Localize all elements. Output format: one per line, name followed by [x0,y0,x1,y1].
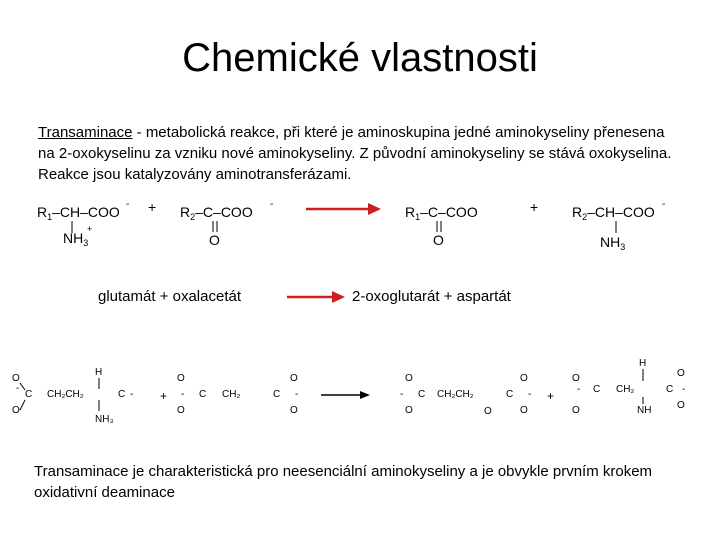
svg-text:-: - [181,389,185,400]
svg-text:-: - [16,383,20,394]
svg-text:O: O [290,405,298,416]
p1-oxo: O [433,232,444,248]
r1-label: $R_1-CH$–COO [37,204,120,222]
svg-text:O: O [572,373,580,384]
intro-text: - metabolická reakce, při které je aminoskupina jedné aminokyseliny přenesena na 2-oxokyselinu za vzniku nové aminokyseliny. Z původní aminokyseliny se stává oxokyselina. Reakce jsou katalyzovány aminotransferázami. [38,124,672,183]
svg-text:-: - [528,389,532,400]
r1-nh3-charge: + [87,224,93,234]
svg-text:O: O [177,405,185,416]
svg-text:-: - [577,384,581,395]
p2-nh3: $NH_3$ [600,234,626,252]
oxg-c1: C [418,389,426,400]
r2-charge: - [270,199,274,210]
svg-text:-: - [682,384,686,395]
svg-text:O: O [177,373,185,384]
glu-h: H [95,367,103,378]
svg-text:O: O [290,373,298,384]
svg-text:O: O [677,400,685,411]
p2-charge: - [662,199,666,210]
svg-text:O: O [677,368,685,379]
glu-nh3: NH₃ [95,414,114,425]
asp-nh: NH [637,405,652,416]
svg-text:O: O [520,405,528,416]
r1-nh3: $NH_3$ [63,230,89,248]
svg-text:-: - [400,389,404,400]
transamination-term: Transaminace [38,124,133,141]
oxg-oxo: O [484,406,492,417]
r2-oxo: O [209,232,220,248]
plus-1: + [148,199,157,215]
svg-text:O: O [405,405,413,416]
oxg-c2: C [506,389,514,400]
r2-label: $R_2-C$–COO [180,204,253,222]
oaa-c1: C [199,389,207,400]
word-reactants: glutamát + oxalacetát [98,288,242,305]
glu-c2: C [118,389,126,400]
plus-3: + [160,389,168,403]
glu-o-top: O [12,373,20,384]
word-products: 2-oxoglutarát + aspartát [352,288,511,305]
glu-c1: C [25,389,33,400]
r1-charge: - [126,199,130,210]
svg-text:O: O [572,405,580,416]
asp-ch2: CH₂ [616,384,635,395]
glu-ch2ch2: CH₂CH₂ [47,389,84,400]
footer-paragraph: Transaminace je charakteristická pro neesenciální aminokyseliny a je obvykle prvním krokem oxidativní deaminace [34,463,653,501]
svg-text:O: O [405,373,413,384]
asp-c1: C [593,384,601,395]
plus-2: + [530,199,539,215]
asp-h: H [639,358,647,369]
glu-o-bottom: O [12,405,20,416]
svg-text:O: O [520,373,528,384]
slide-title: Chemické vlastnosti [182,36,538,80]
oaa-c2: C [273,389,281,400]
plus-4: + [547,389,555,403]
p2-label: $R_2-CH$–COO [572,204,655,222]
svg-text:-: - [130,389,134,400]
oaa-ch2: CH₂ [222,389,241,400]
asp-c2: C [666,384,674,395]
oxg-ch2ch2: CH₂CH₂ [437,389,474,400]
svg-text:-: - [295,389,299,400]
p1-label: $R_1-C$–COO [405,204,478,222]
